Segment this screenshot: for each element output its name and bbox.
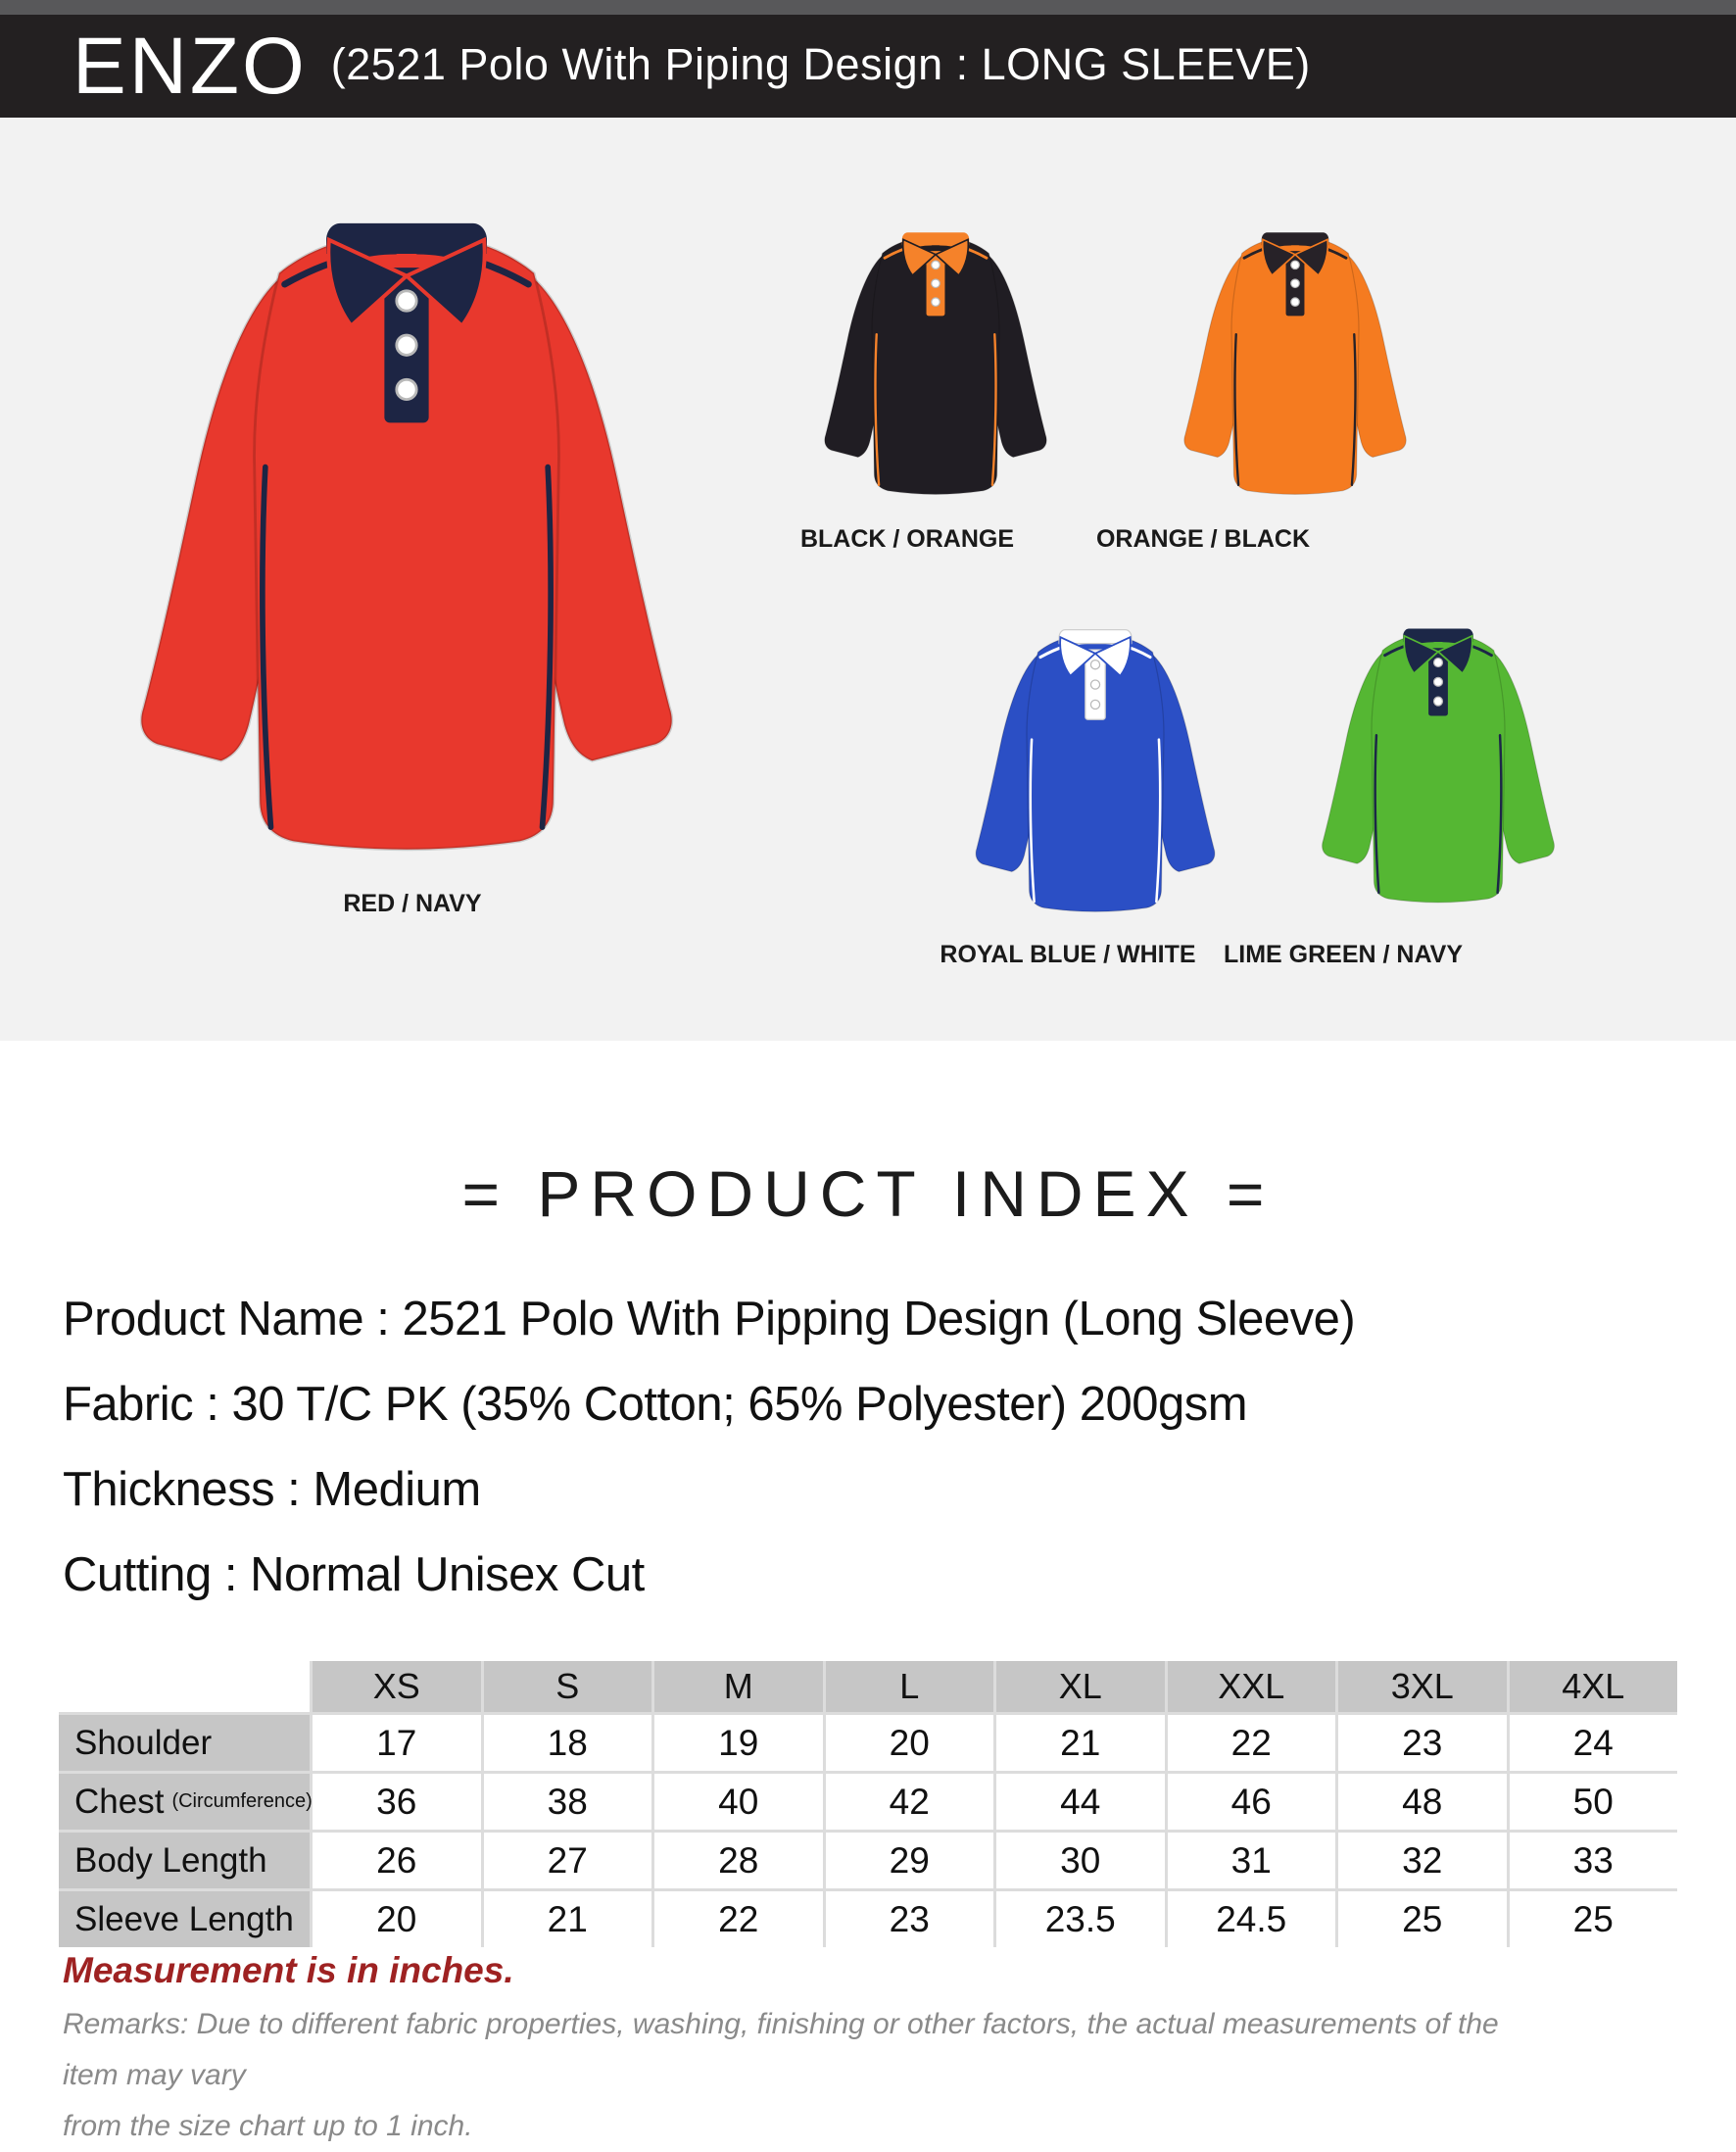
product-photo-orange-black (1168, 181, 1423, 529)
top-strip (0, 0, 1736, 15)
size-value: 29 (826, 1833, 994, 1888)
product-photo-lime-green-navy (1305, 588, 1571, 926)
size-value: 20 (313, 1891, 481, 1947)
remarks-line-1: Remarks: Due to different fabric properties, washing, finishing or other factors, the actual measurements of the item may vary (63, 2008, 1499, 2091)
size-value: 38 (484, 1774, 652, 1830)
polo-shirt-graphic (808, 181, 1063, 529)
size-value: 48 (1338, 1774, 1507, 1830)
detail-fabric: Fabric : 30 T/C PK (35% Cotton; 65% Polyester) 200gsm (63, 1377, 1248, 1431)
size-column-header: XXL (1168, 1661, 1336, 1712)
size-value: 42 (826, 1774, 994, 1830)
size-value: 22 (1168, 1715, 1336, 1771)
size-row-label: Shoulder (59, 1715, 310, 1771)
size-column-header: 4XL (1510, 1661, 1678, 1712)
size-value: 36 (313, 1774, 481, 1830)
colorway-label: ORANGE / BLACK (1095, 525, 1311, 553)
size-value: 40 (654, 1774, 823, 1830)
colorway-label: BLACK / ORANGE (799, 525, 1015, 553)
product-details (63, 1276, 1679, 1617)
polo-shirt-graphic (958, 588, 1232, 936)
size-value: 23 (826, 1891, 994, 1947)
size-value: 30 (996, 1833, 1165, 1888)
size-row-label: Body Length (59, 1833, 310, 1888)
size-value: 21 (484, 1891, 652, 1947)
size-value: 25 (1510, 1891, 1678, 1947)
detail-cutting: Cutting : Normal Unisex Cut (63, 1547, 645, 1601)
size-row-label: Sleeve Length (59, 1891, 310, 1947)
size-value: 33 (1510, 1833, 1678, 1888)
size-value: 17 (313, 1715, 481, 1771)
size-value: 18 (484, 1715, 652, 1771)
size-value: 23.5 (996, 1891, 1165, 1947)
measurement-note: Measurement is in inches. (63, 1950, 514, 1990)
size-value: 50 (1510, 1774, 1678, 1830)
size-value: 24.5 (1168, 1891, 1336, 1947)
colorway-label: LIME GREEN / NAVY (1223, 941, 1463, 968)
colorway-label: ROYAL BLUE / WHITE (940, 941, 1196, 968)
size-row-label: Chest (Circumference) (59, 1774, 310, 1830)
size-value: 24 (1510, 1715, 1678, 1771)
brand-name: ENZO (72, 22, 308, 111)
product-index-heading: = PRODUCT INDEX = (461, 1157, 1275, 1230)
size-value: 46 (1168, 1774, 1336, 1830)
colorway-label: RED / NAVY (343, 890, 482, 917)
size-value: 22 (654, 1891, 823, 1947)
detail-product-name: Product Name : 2521 Polo With Pipping Design (Long Sleeve) (63, 1292, 1356, 1345)
size-chart-corner (59, 1661, 310, 1712)
remarks-text (63, 1999, 1552, 2152)
polo-shirt-graphic (1168, 181, 1423, 529)
size-value: 28 (654, 1833, 823, 1888)
size-value: 31 (1168, 1833, 1336, 1888)
product-photo-black-orange (808, 181, 1063, 529)
size-column-header: 3XL (1338, 1661, 1507, 1712)
size-value: 26 (313, 1833, 481, 1888)
product-photo-red-navy (98, 157, 715, 877)
size-column-header: L (826, 1661, 994, 1712)
size-value: 32 (1338, 1833, 1507, 1888)
size-value: 21 (996, 1715, 1165, 1771)
size-value: 27 (484, 1833, 652, 1888)
polo-shirt-graphic (1305, 588, 1571, 926)
size-value: 44 (996, 1774, 1165, 1830)
product-photo-royal-blue-white (958, 588, 1232, 936)
size-value: 23 (1338, 1715, 1507, 1771)
row-label-note: (Circumference) (171, 1790, 313, 1812)
size-column-header: XL (996, 1661, 1165, 1712)
remarks-line-2: from the size chart up to 1 inch. (63, 2110, 473, 2142)
title-bar (0, 15, 1736, 118)
size-value: 20 (826, 1715, 994, 1771)
size-chart (59, 1661, 1677, 1947)
detail-thickness: Thickness : Medium (63, 1462, 481, 1516)
size-value: 25 (1338, 1891, 1507, 1947)
size-value: 19 (654, 1715, 823, 1771)
size-column-header: XS (313, 1661, 481, 1712)
polo-shirt-graphic (98, 157, 715, 877)
size-column-header: S (484, 1661, 652, 1712)
size-column-header: M (654, 1661, 823, 1712)
product-title: (2521 Polo With Piping Design : LONG SLEEVE) (330, 39, 1311, 89)
